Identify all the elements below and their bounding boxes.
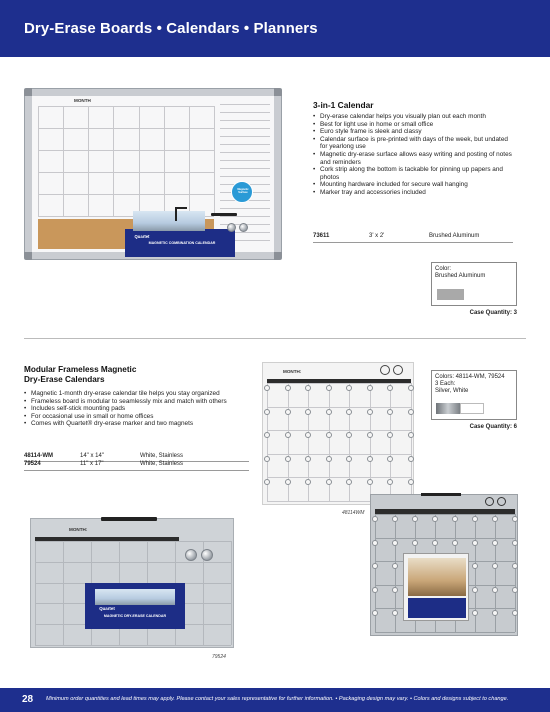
case-quantity: Case Quantity: 6 (469, 424, 517, 430)
grid-pin (512, 610, 518, 616)
grid-line (267, 430, 411, 431)
grid-pin (305, 479, 311, 485)
product-title-3-in-1: 3-in-1 Calendar (313, 100, 374, 110)
grid-line (88, 106, 89, 216)
grid-pin (387, 456, 393, 462)
marker-icon (101, 517, 157, 521)
grid-line (164, 106, 165, 216)
magnet-icon (201, 549, 213, 561)
feature-bullet: • Cork strip along the bottom is tackable for pinning up papers and photos (313, 166, 513, 181)
grid-pin (392, 516, 398, 522)
grid-pin (408, 385, 414, 391)
feature-bullet: • Magnetic dry-erase surface allows easy writing and posting of notes and reminders (313, 151, 513, 166)
package-photo (95, 589, 175, 605)
grid-line (189, 106, 190, 216)
page-number: 28 (22, 694, 34, 705)
month-label: MONTH: (283, 369, 302, 374)
grid-line (139, 106, 140, 216)
grid-pin (326, 409, 332, 415)
package-photo (408, 558, 466, 596)
grid-line (35, 645, 231, 646)
grid-pin (326, 479, 332, 485)
product-package (125, 229, 235, 257)
feature-bullet: • Euro style frame is sleek and classy (313, 128, 513, 136)
magnet-icon (239, 223, 248, 232)
note-line (220, 128, 270, 129)
note-line (220, 176, 270, 177)
spec-finish: White, Stainless (140, 461, 184, 467)
note-line (220, 144, 270, 145)
grid-pin (367, 385, 373, 391)
grid-pin (408, 432, 414, 438)
grid-pin (452, 540, 458, 546)
product-package (403, 553, 469, 621)
marker-icon (211, 213, 237, 216)
section-divider (24, 338, 526, 339)
spec-sku: 79524 (24, 461, 41, 467)
grid-pin (412, 540, 418, 546)
grid-line (38, 128, 214, 129)
grid-pin (367, 456, 373, 462)
frame-corner (24, 252, 32, 260)
horizontal-calendar-image (30, 518, 234, 648)
grid-pin (512, 587, 518, 593)
spec-size: 14" x 14" (80, 453, 104, 459)
colors-label: Colors: 48114-WM, 79524 (435, 374, 505, 380)
grid-pin (408, 456, 414, 462)
grid-pin (285, 409, 291, 415)
grid-pin (264, 456, 270, 462)
grid-pin (492, 587, 498, 593)
grid-line (267, 477, 411, 478)
note-line (220, 160, 270, 161)
grid-line (63, 106, 64, 216)
month-label: MONTH (74, 98, 91, 103)
grid-pin (512, 516, 518, 522)
grid-pin (264, 409, 270, 415)
grid-pin (392, 563, 398, 569)
feature-bullet: • Includes self-stick mounting pads (24, 405, 254, 413)
grid-pin (432, 540, 438, 546)
feature-bullet: • Calendar surface is pre-printed with days of the week, but undated for yearlong use (313, 136, 513, 151)
grid-line (375, 632, 515, 633)
magnet-icon (393, 365, 403, 375)
grid-pin (472, 563, 478, 569)
product-title-line-1: Modular Frameless Magnetic (24, 365, 137, 374)
grid-pin (305, 456, 311, 462)
package-label (408, 598, 466, 618)
color-swatch (437, 289, 464, 300)
spec-sku: 73611 (313, 233, 330, 239)
note-line (220, 120, 270, 121)
feature-bullet: • Marker tray and accessories included (313, 189, 513, 197)
grid-line (35, 541, 231, 542)
magnet-icon (380, 365, 390, 375)
combination-calendar-image (24, 88, 282, 260)
note-line (220, 152, 270, 153)
grid-pin (472, 516, 478, 522)
grid-line (267, 383, 411, 384)
grid-line (38, 150, 214, 151)
grid-pin (392, 610, 398, 616)
grid-pin (492, 610, 498, 616)
feature-list (313, 113, 513, 197)
lamp-icon (175, 207, 187, 221)
grid-line (113, 106, 114, 216)
feature-bullet: • Magnetic 1-month dry-erase calendar tile helps you stay organized (24, 390, 254, 398)
feature-bullet: • Mounting hardware included for secure wall hanging (313, 181, 513, 189)
grid-line (267, 454, 411, 455)
grid-pin (305, 385, 311, 391)
grid-pin (372, 587, 378, 593)
feature-bullet: • Comes with Quartet® dry-erase marker and two magnets (24, 420, 254, 428)
grid-pin (346, 432, 352, 438)
package-brand: Quartet (99, 606, 115, 611)
feature-bullet: • Frameless board is modular to seamlessly mix and match with others (24, 398, 254, 406)
grid-pin (326, 385, 332, 391)
grid-pin (285, 432, 291, 438)
frame-corner (24, 88, 32, 96)
grid-pin (452, 516, 458, 522)
spec-finish: White, Stainless (140, 453, 184, 459)
month-label: MONTH: (69, 527, 88, 532)
package-text: MAGNETIC COMBINATION CALENDAR (148, 241, 216, 245)
color-swatch-white (460, 403, 484, 414)
note-line (220, 216, 270, 217)
grid-line (231, 541, 232, 645)
grid-line (38, 194, 214, 195)
grid-pin (264, 479, 270, 485)
grid-line (35, 541, 36, 645)
magnet-icon (185, 549, 197, 561)
grid-pin (408, 409, 414, 415)
note-line (220, 104, 270, 105)
grid-pin (512, 563, 518, 569)
grid-line (214, 106, 215, 216)
each-label: 3 Each: (435, 381, 456, 388)
case-quantity: Case Quantity: 3 (469, 310, 517, 316)
spec-finish: Brushed Aluminum (429, 233, 480, 239)
feature-bullet: • Dry-erase calendar helps you visually plan out each month (313, 113, 513, 121)
grid-pin (492, 540, 498, 546)
product-package (85, 583, 185, 629)
grid-pin (285, 385, 291, 391)
magnet-icon (227, 223, 236, 232)
grid-pin (367, 479, 373, 485)
grid-line (63, 541, 64, 645)
grid-pin (492, 563, 498, 569)
magnetic-badge (231, 181, 253, 203)
silver-calendar-image (370, 494, 518, 636)
package-text: MAGNETIC DRY-ERASE CALENDAR (103, 614, 167, 618)
grid-pin (372, 610, 378, 616)
feature-list (24, 390, 254, 428)
magnet-icon (497, 497, 506, 506)
magnet-icon (485, 497, 494, 506)
square-calendar-image (262, 362, 414, 505)
color-value: Brushed Aluminum (435, 273, 486, 280)
package-photo (133, 211, 205, 231)
grid-pin (326, 432, 332, 438)
header-bar (0, 0, 550, 57)
note-line (220, 208, 270, 209)
note-line (220, 136, 270, 137)
package-brand: Quartet (134, 234, 150, 239)
grid-pin (387, 432, 393, 438)
spec-rule (24, 470, 249, 471)
grid-pin (285, 456, 291, 462)
image-caption: 48114WM (342, 510, 365, 516)
grid-pin (346, 409, 352, 415)
each-value: Silver, White (435, 388, 469, 395)
grid-pin (392, 587, 398, 593)
grid-pin (346, 456, 352, 462)
footer-bar (0, 688, 550, 712)
grid-pin (512, 540, 518, 546)
color-label: Color: (435, 266, 452, 272)
grid-pin (472, 587, 478, 593)
grid-line (375, 514, 515, 515)
spec-rule (313, 242, 513, 243)
page-title: Dry-Erase Boards • Calendars • Planners (24, 20, 318, 37)
grid-pin (285, 479, 291, 485)
color-swatch-silver (436, 403, 460, 414)
grid-line (375, 538, 515, 539)
grid-pin (305, 409, 311, 415)
grid-pin (432, 516, 438, 522)
grid-pin (387, 479, 393, 485)
spec-row (313, 232, 513, 241)
feature-bullet: • Best for light use in home or small office (313, 121, 513, 129)
color-box (431, 262, 517, 306)
grid-pin (387, 409, 393, 415)
spec-row (24, 460, 249, 469)
grid-pin (372, 516, 378, 522)
grid-line (38, 106, 39, 216)
calendar-grid (38, 106, 214, 216)
spec-size: 11" x 17" (80, 461, 104, 467)
note-line (220, 112, 270, 113)
product-title-modular (24, 365, 136, 385)
feature-bullet: • For occasional use in small or home offices (24, 413, 254, 421)
marker-icon (421, 493, 461, 496)
grid-pin (326, 456, 332, 462)
grid-pin (472, 540, 478, 546)
grid-pin (472, 610, 478, 616)
grid-pin (492, 516, 498, 522)
grid-pin (392, 540, 398, 546)
note-line (220, 168, 270, 169)
grid-pin (412, 516, 418, 522)
grid-line (35, 562, 231, 563)
product-title-line-2: Dry-Erase Calendars (24, 375, 105, 384)
frame-corner (274, 252, 282, 260)
spec-size: 3' x 2' (369, 233, 385, 239)
grid-pin (346, 385, 352, 391)
grid-pin (367, 409, 373, 415)
grid-pin (305, 432, 311, 438)
grid-pin (387, 385, 393, 391)
grid-line (38, 106, 214, 107)
grid-pin (367, 432, 373, 438)
grid-line (38, 172, 214, 173)
grid-pin (264, 385, 270, 391)
calendar-grid (267, 383, 411, 501)
grid-pin (408, 479, 414, 485)
grid-line (267, 407, 411, 408)
frame-corner (274, 88, 282, 96)
badge-text: Magnetic Surface (237, 188, 249, 195)
footer-disclaimer: Minimum order quantities and lead times may apply. Please contact your sales representative for further information. • Packaging design may vary. • Colors and designs subject to change. (46, 696, 509, 702)
color-box (431, 370, 517, 420)
grid-pin (346, 479, 352, 485)
grid-pin (372, 540, 378, 546)
grid-pin (264, 432, 270, 438)
image-caption: 79524 (212, 654, 226, 660)
spec-sku: 48114-WM (24, 453, 54, 459)
grid-pin (372, 563, 378, 569)
